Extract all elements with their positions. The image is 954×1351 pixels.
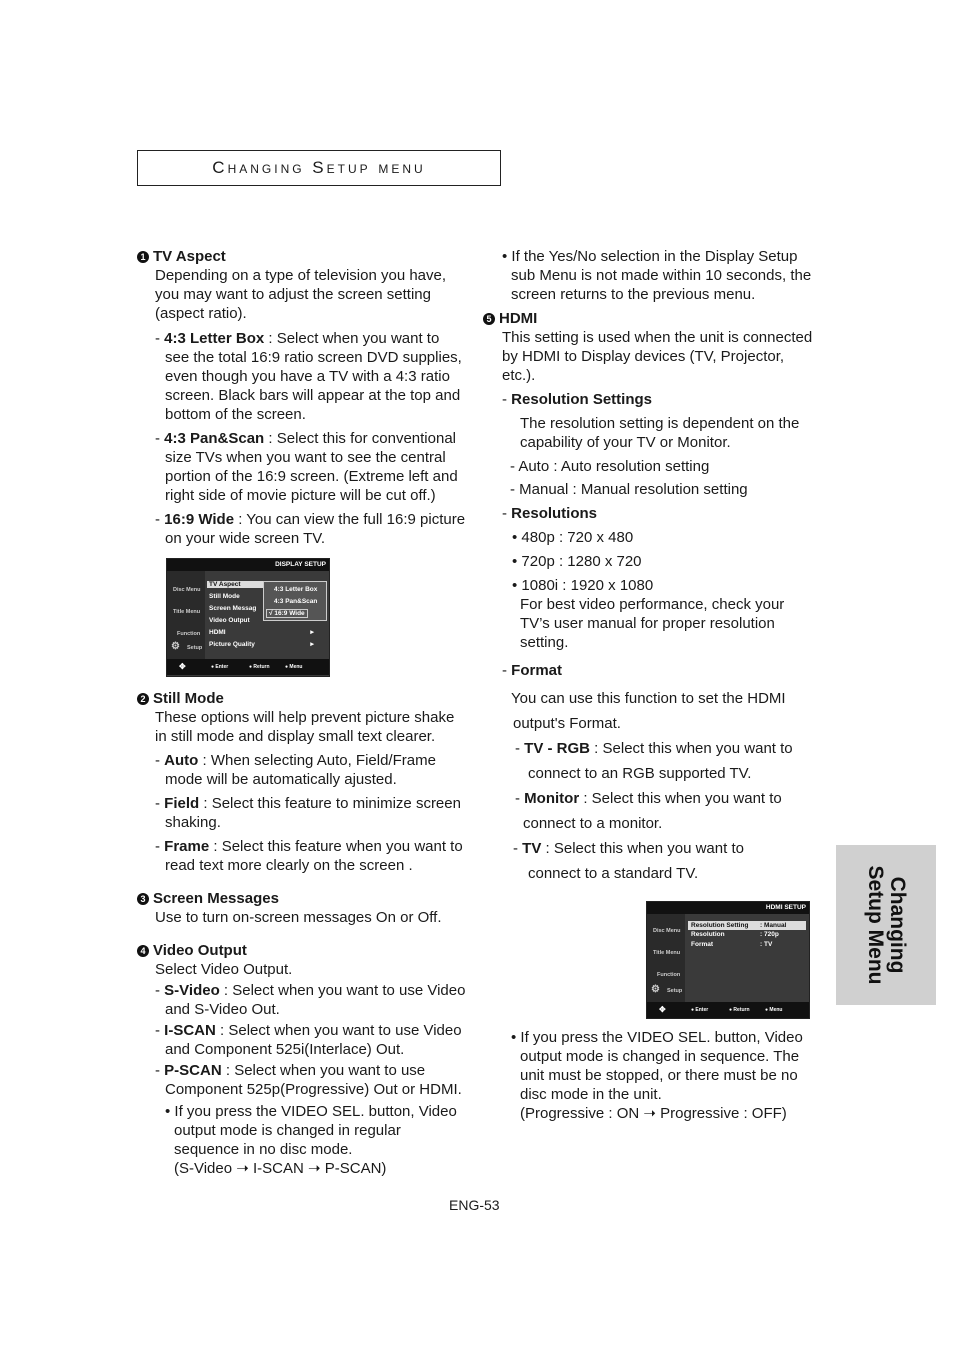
hdmi-setup-screenshot: HDMI SETUP Disc Menu Title Menu Function ⚙ Setup Resolution Setting : Manual Resolution : 720p Format : TV ✥ ● Enter ● Return ● Menu — [646, 901, 810, 1019]
format-option-monitor: - Monitor : Select this when you want to — [515, 790, 782, 807]
display-setup-timeout-note: • If the Yes/No selection in the Display Setup sub Menu is not made within 10 seconds, the screen returns to the previous menu. — [502, 248, 812, 303]
hdmi-row-value: : TV — [760, 941, 773, 948]
hdmi-heading: 5 HDMI — [483, 309, 813, 328]
left-column-lower — [137, 689, 467, 1178]
move-icon: ✥ — [659, 1005, 666, 1014]
left-column — [137, 247, 467, 548]
hdmi-setup-title: HDMI SETUP — [765, 904, 806, 911]
function-icon: Function — [657, 972, 681, 978]
section-title-box — [137, 150, 501, 186]
video-output-option: - P-SCAN : Select when you want to use Component 525p(Progressive) Out or HDMI. — [155, 1062, 462, 1098]
hdmi-intro: This setting is used when the unit is connected by HDMI to Display devices (TV, Projector, etc.). — [502, 329, 813, 384]
resolution-720p: • 720p : 1280 x 720 — [512, 553, 642, 570]
progressive-sequence: (Progressive : ON ➝ Progressive : OFF) — [520, 1105, 787, 1122]
resolution-1080i: • 1080i : 1920 x 1080 — [512, 577, 654, 594]
screen-messages-text: Use to turn on-screen messages On or Off. — [155, 909, 442, 926]
still-mode-option: - Frame : Select this feature when you want to read text more clearly on the screen . — [155, 838, 463, 874]
display-setup-title: DISPLAY SETUP — [275, 561, 326, 568]
resolution-settings-heading: - Resolution Settings — [502, 391, 653, 408]
resolutions-heading: - Resolutions — [502, 505, 598, 522]
video-output-intro: Select Video Output. — [155, 961, 293, 978]
video-output-heading: 4 Video Output — [137, 941, 467, 960]
format-heading: - Format — [502, 662, 563, 679]
aspect-option: 4:3 Letter Box — [274, 586, 318, 593]
resolution-auto: - Auto : Auto resolution setting — [510, 458, 710, 475]
tv-aspect-option: - 4:3 Pan&Scan : Select this for conventional size TVs when you want to see the central portion of the 16:9 screen. (Extreme left and right side of movie picture will be cut off.) — [155, 430, 458, 504]
video-output-note: • If you press the VIDEO SEL. button, Video output mode is changed in regular sequence in no disc mode. — [165, 1103, 457, 1158]
page-number: ENG-53 — [449, 1197, 500, 1213]
aspect-option: 4:3 Pan&Scan — [274, 598, 318, 605]
resolution-manual: - Manual : Manual resolution setting — [510, 481, 748, 498]
format-option-tv: - TV : Select this when you want to — [513, 840, 744, 857]
still-mode-heading: 2 Still Mode — [137, 689, 467, 708]
tv-aspect-option: - 16:9 Wide : You can view the full 16:9 picture on your wide screen TV. — [155, 511, 466, 547]
tv-aspect-intro: Depending on a type of television you have, you may want to adjust the screen setting (aspect ratio). — [155, 267, 447, 322]
video-output-option: - S-Video : Select when you want to use Video and S-Video Out. — [155, 982, 466, 1018]
hdmi-row-value: : 720p — [760, 931, 779, 938]
menu-item: Screen Messag — [209, 605, 257, 612]
right-column-lower — [511, 1028, 811, 1123]
format-text: output's Format. — [513, 715, 621, 732]
function-icon: Function — [177, 631, 201, 637]
side-tab-label: Changing Setup Menu — [864, 865, 909, 985]
disc-menu-icon: Disc Menu — [653, 928, 681, 934]
resolution-480p: • 480p : 720 x 480 — [512, 529, 634, 546]
menu-item-tv-aspect: TV Aspect — [207, 581, 267, 588]
video-output-sequence: (S-Video ➝ I-SCAN ➝ P-SCAN) — [174, 1160, 387, 1177]
aspect-option-selected: √ 16:9 Wide — [266, 609, 308, 618]
menu-item: Picture Quality — [209, 641, 255, 648]
still-mode-option: - Field : Select this feature to minimize screen shaking. — [155, 795, 461, 831]
format-text: You can use this function to set the HDMI — [511, 690, 786, 707]
move-icon: ✥ — [179, 662, 186, 671]
hdmi-row-label: Format — [691, 941, 714, 948]
arrow-right-icon: ► — [309, 629, 316, 636]
still-mode-intro: These options will help prevent picture shake in still mode and display small text clearer. — [155, 709, 455, 745]
side-tab — [836, 845, 936, 1005]
title-menu-icon: Title Menu — [173, 609, 201, 615]
display-setup-screenshot: DISPLAY SETUP Disc Menu Title Menu Function ⚙ Setup TV Aspect Still Mode Screen Messag Video Output HDMI ► Picture Quality ► 4:3 Letter Box 4:3 Pan&Scan √ 16:9 Wide ✥ ● Enter ● Return ● Menu — [166, 558, 330, 677]
hdmi-row-label: Resolution Setting — [691, 922, 749, 929]
tv-aspect-option: - 4:3 Letter Box : Select when you want to see the total 16:9 ratio screen DVD supplies, even though you have a TV with a 4:3 ratio screen. Black bars will appear at the top and bottom of the screen. — [155, 330, 462, 423]
video-sel-note: • If you press the VIDEO SEL. button, Video output mode is changed in sequence. The unit must be stopped, or there must be no disc mode in the unit. — [511, 1029, 803, 1103]
video-output-option: - I-SCAN : Select when you want to use Video and Component 525i(Interlace) Out. — [155, 1022, 462, 1058]
resolution-note: For best video performance, check your TV’s user manual for proper resolution setting. — [520, 596, 785, 651]
still-mode-option: - Auto : When selecting Auto, Field/Frame mode will be automatically ajusted. — [155, 752, 436, 788]
disc-menu-icon: Disc Menu — [173, 587, 201, 593]
menu-item: HDMI — [209, 629, 226, 636]
screen-messages-heading: 3 Screen Messages — [137, 889, 467, 908]
setup-icon: ⚙ Setup — [651, 984, 683, 995]
menu-item: Still Mode — [209, 593, 240, 600]
menu-item: Video Output — [209, 617, 250, 624]
section-title: Changing Setup menu — [212, 158, 426, 177]
hdmi-row-value: : Manual — [760, 922, 787, 929]
resolution-settings-text: The resolution setting is dependent on the capability of your TV or Monitor. — [520, 415, 800, 451]
right-column: • If the Yes/No selection in the Display Setup sub Menu is not made within 10 seconds, the screen returns to the previous menu. 5 HDMI This setting is used when the unit is connected by HDMI to Display devices (TV, Projector, etc.). - Resolution Settings The resolution setting is dependent on the capability of your TV or Monitor. - Auto : Auto resolution setting - Manual : Manual resolution setting - Resolutions • 480p : 720 x 480 • 720p : 1280 x 720 • 1080i : 1920 x 1080 For best video performance, check your TV’s user manual for proper resolution setting. - Format You can use this function to set the HDMI output's Format. - TV - RGB : Select this when you want to connect to an RGB supported TV. - Monitor : Select this when you want to connect to a monitor. - TV : Select this when you want to connect to a standard TV. — [483, 247, 813, 886]
tv-aspect-heading: 1 TV Aspect — [137, 247, 467, 266]
format-option-tv-rgb: - TV - RGB : Select this when you want to — [515, 740, 793, 757]
hdmi-row-label: Resolution — [691, 931, 725, 938]
arrow-right-icon: ► — [309, 641, 316, 648]
setup-icon: ⚙ Setup — [171, 641, 203, 652]
title-menu-icon: Title Menu — [653, 950, 681, 956]
